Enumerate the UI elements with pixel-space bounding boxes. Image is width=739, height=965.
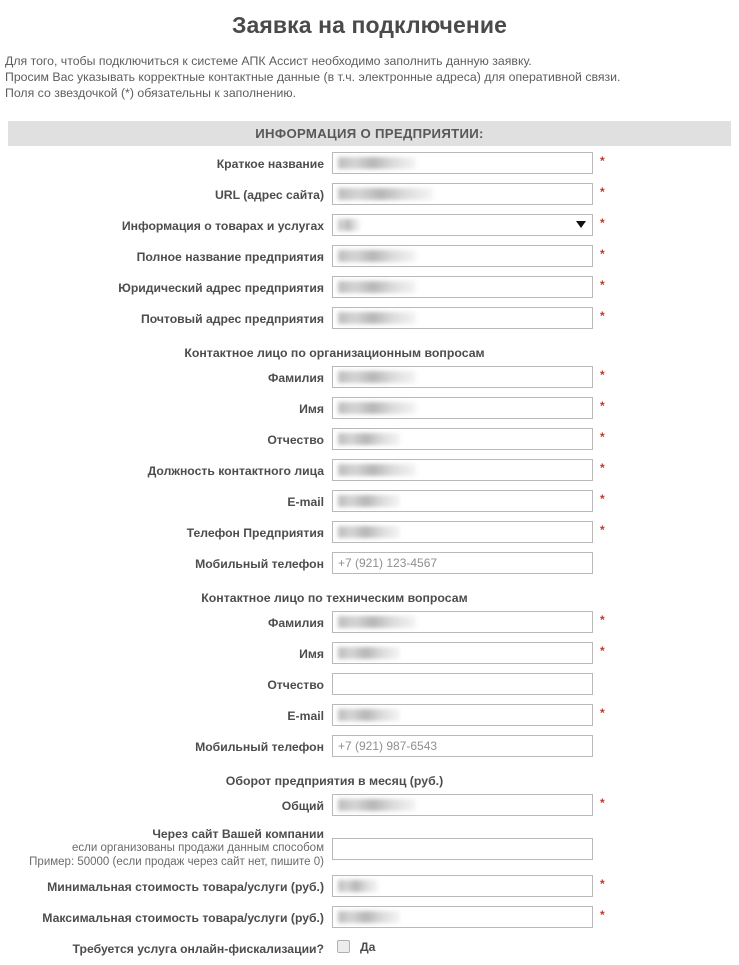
field-tech-first-name [332, 642, 605, 664]
page-title: Заявка на подключение [231, 12, 507, 38]
field-row-fiscalization [0, 937, 739, 965]
label-tech-last-name: Фамилия [267, 615, 324, 630]
intro-line-1: Для того, чтобы подключиться к системе АПК Ассист необходимо заполнить данную заявку. [5, 54, 532, 68]
required-marker: * [600, 246, 605, 261]
label-via-site-sub-1: если организованы продажи данным способом [71, 841, 324, 854]
label-min-price: Минимальная стоимость товара/услуги (руб.) [47, 879, 324, 894]
intro-text [0, 39, 739, 102]
tech-middle-name-input[interactable] [332, 673, 593, 695]
subsection-heading-tech-contact: Контактное лицо по техническим вопросам [201, 590, 468, 605]
required-marker: * [600, 907, 605, 922]
required-marker: * [600, 367, 605, 382]
label-org-position: Должность контактного лица [147, 463, 324, 478]
label-tech-mobile-phone: Мобильный телефон [195, 739, 324, 754]
turnover-via-site-input[interactable] [332, 838, 593, 860]
label-org-last-name: Фамилия [267, 370, 324, 385]
field-legal-address [332, 276, 605, 298]
goods-info-select-wrapper[interactable] [332, 214, 593, 236]
fiscalization-checkbox-label: Да [360, 939, 376, 954]
required-marker: * [600, 429, 605, 444]
label-via-site-sub-2: Пример: 50000 (если продаж через сайт нет, пишите 0) [29, 855, 324, 868]
org-middle-name-input[interactable] [332, 428, 593, 450]
label-org-mobile-phone: Мобильный телефон [195, 556, 324, 571]
org-position-input[interactable] [332, 459, 593, 481]
field-row-tech-email [0, 704, 739, 735]
field-full-name [332, 245, 605, 267]
field-row-max-price [0, 906, 739, 937]
required-marker: * [600, 491, 605, 506]
max-price-input[interactable] [332, 906, 593, 928]
field-row-org-middle-name [0, 428, 739, 459]
field-row-legal-address [0, 276, 739, 307]
field-row-goods-info [0, 214, 739, 245]
required-marker: * [600, 460, 605, 475]
field-short-name [332, 152, 605, 174]
field-org-middle-name [332, 428, 605, 450]
field-row-company-phone [0, 521, 739, 552]
field-tech-middle-name [332, 673, 594, 695]
field-tech-mobile-phone [332, 735, 594, 757]
required-marker: * [600, 215, 605, 230]
required-marker: * [600, 277, 605, 292]
field-min-price [332, 875, 605, 897]
field-fiscalization [332, 937, 594, 954]
field-row-full-name [0, 245, 739, 276]
required-marker: * [600, 643, 605, 658]
field-goods-info [332, 214, 605, 236]
org-first-name-input[interactable] [332, 397, 593, 419]
field-row-url [0, 183, 739, 214]
label-tech-middle-name: Отчество [267, 677, 324, 692]
label-max-price: Максимальная стоимость товара/услуги (руб.) [42, 910, 324, 925]
field-company-phone [332, 521, 605, 543]
field-row-org-last-name [0, 366, 739, 397]
label-full-name: Полное название предприятия [136, 249, 324, 264]
field-org-email [332, 490, 605, 512]
field-url [332, 183, 605, 205]
required-marker: * [600, 705, 605, 720]
field-turnover-total [332, 794, 605, 816]
tech-last-name-input[interactable] [332, 611, 593, 633]
intro-line-3: Поля со звездочкой (*) обязательны к заполнению. [5, 86, 296, 101]
field-org-mobile-phone [332, 552, 594, 574]
field-row-tech-first-name [0, 642, 739, 673]
field-org-position [332, 459, 605, 481]
short-name-input[interactable] [332, 152, 593, 174]
field-row-turnover-via-site [0, 825, 739, 875]
field-row-org-email [0, 490, 739, 521]
required-marker: * [600, 398, 605, 413]
label-tech-first-name: Имя [299, 646, 324, 661]
field-row-tech-mobile-phone [0, 735, 739, 766]
label-legal-address: Юридический адрес предприятия [118, 280, 324, 295]
field-org-first-name [332, 397, 605, 419]
intro-line-2: Просим Вас указывать корректные контактные данные (в т.ч. электронные адреса) для оперативной связи. [5, 70, 621, 85]
field-row-org-first-name [0, 397, 739, 428]
field-org-last-name [332, 366, 605, 388]
label-turnover-total: Общий [281, 798, 324, 813]
url-input[interactable] [332, 183, 593, 205]
field-tech-email [332, 704, 605, 726]
tech-first-name-input[interactable] [332, 642, 593, 664]
section-header-company-info: ИНФОРМАЦИЯ О ПРЕДПРИЯТИИ: [8, 121, 731, 146]
required-marker: * [600, 876, 605, 891]
required-marker: * [600, 612, 605, 627]
turnover-total-input[interactable] [332, 794, 593, 816]
fiscalization-checkbox[interactable] [337, 940, 350, 953]
field-row-short-name [0, 152, 739, 183]
field-max-price [332, 906, 605, 928]
field-tech-last-name [332, 611, 605, 633]
postal-address-input[interactable] [332, 307, 593, 329]
org-email-input[interactable] [332, 490, 593, 512]
label-company-phone: Телефон Предприятия [186, 525, 324, 540]
label-org-middle-name: Отчество [267, 432, 324, 447]
tech-mobile-phone-input[interactable] [332, 735, 593, 757]
required-marker: * [600, 522, 605, 537]
label-url: URL (адрес сайта) [214, 187, 324, 202]
org-last-name-input[interactable] [332, 366, 593, 388]
goods-info-select[interactable] [332, 214, 593, 236]
form-body [0, 146, 739, 965]
label-via-site-main: Через сайт Вашей компании [152, 826, 324, 841]
label-goods-info: Информация о товарах и услугах [121, 218, 324, 233]
subsection-heading-turnover: Оборот предприятия в месяц (руб.) [225, 773, 444, 788]
field-row-org-mobile-phone [0, 552, 739, 583]
label-org-email: E-mail [287, 494, 324, 509]
full-name-input[interactable] [332, 245, 593, 267]
label-org-first-name: Имя [299, 401, 324, 416]
label-short-name: Краткое название [216, 156, 324, 171]
field-row-tech-middle-name [0, 673, 739, 704]
company-phone-input[interactable] [332, 521, 593, 543]
field-row-tech-last-name [0, 611, 739, 642]
field-row-org-position [0, 459, 739, 490]
subsection-heading-org-contact: Контактное лицо по организационным вопросам [184, 345, 485, 360]
field-turnover-via-site [332, 825, 594, 860]
field-row-postal-address [0, 307, 739, 338]
field-row-min-price [0, 875, 739, 906]
label-postal-address: Почтовый адрес предприятия [140, 311, 324, 326]
label-tech-email: E-mail [287, 708, 324, 723]
required-marker: * [600, 184, 605, 199]
required-marker: * [600, 308, 605, 323]
field-row-turnover-total [0, 794, 739, 825]
required-marker: * [600, 795, 605, 810]
legal-address-input[interactable] [332, 276, 593, 298]
label-turnover-via-site [0, 825, 332, 869]
label-fiscalization: Требуется услуга онлайн-фискализации? [72, 941, 324, 956]
field-postal-address [332, 307, 605, 329]
org-mobile-phone-input[interactable] [332, 552, 593, 574]
tech-email-input[interactable] [332, 704, 593, 726]
min-price-input[interactable] [332, 875, 593, 897]
required-marker: * [600, 153, 605, 168]
